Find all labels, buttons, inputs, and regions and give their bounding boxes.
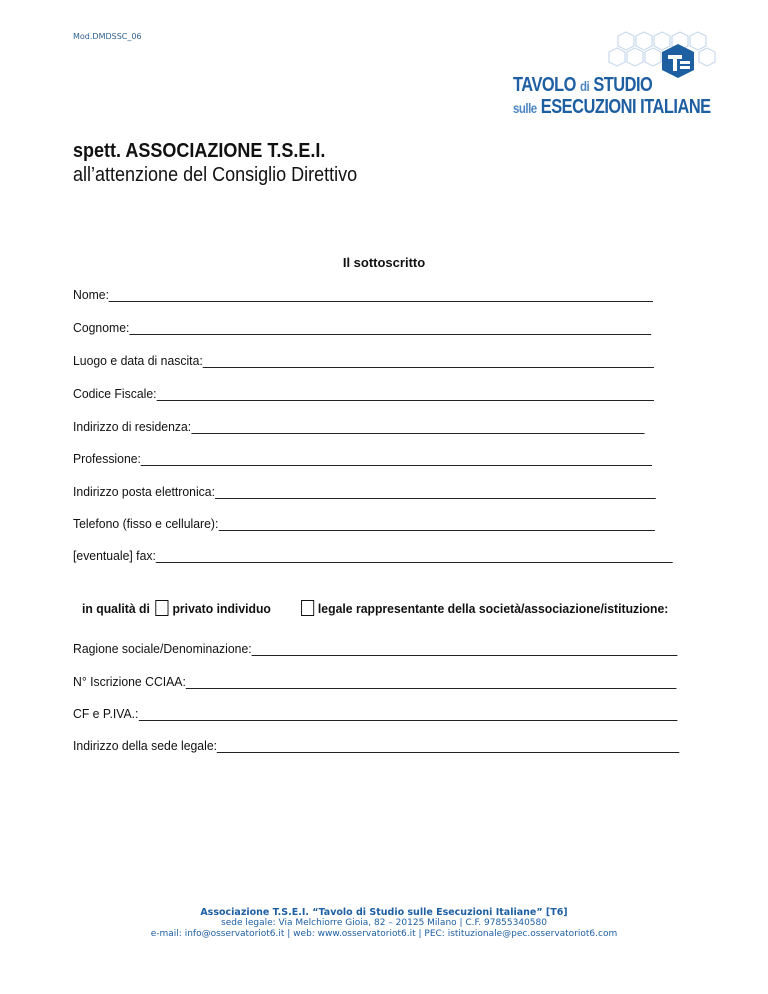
recipient-name: spett. ASSOCIAZIONE T.S.E.I. <box>73 140 326 162</box>
field-label: Cognome: <box>73 320 130 335</box>
field-email[interactable] <box>73 484 656 499</box>
field-label: Indirizzo posta elettronica: <box>73 484 215 499</box>
field-label: Indirizzo della sede legale: <box>73 738 218 753</box>
field-label: Professione: <box>73 451 141 466</box>
field-professione[interactable] <box>73 451 652 466</box>
field-label: Indirizzo di residenza: <box>73 419 192 434</box>
form-code: Mod.DMDSSC_06 <box>73 32 142 41</box>
field-label: Codice Fiscale: <box>73 386 157 401</box>
field-cognome[interactable] <box>73 320 651 335</box>
role-selection <box>82 600 668 616</box>
checkbox-legale-rappresentante[interactable] <box>301 600 314 616</box>
footer-contacts: e-mail: info@osservatoriot6.it | web: www.osservatoriot6.it | PEC: istituzionale@pec.osservatoriot6.com <box>150 929 618 939</box>
field-line[interactable] <box>157 388 654 401</box>
field-line[interactable] <box>109 289 653 302</box>
role-option-privato: privato individuo <box>172 600 271 616</box>
logo-text-line1: TAVOLO di STUDIO <box>513 74 653 96</box>
field-nome[interactable] <box>73 287 653 302</box>
field-sede-legale[interactable] <box>73 738 680 753</box>
field-label: Luogo e data di nascita: <box>73 353 203 368</box>
field-label: CF e P.IVA.: <box>73 706 139 721</box>
field-label: Telefono (fisso e cellulare): <box>73 516 219 531</box>
hexagon-cluster-t6-icon <box>508 30 718 80</box>
footer-address: sede legale: Via Melchiorre Gioia, 82 – 20125 Milano | C.F. 97855340580 <box>221 918 547 928</box>
field-line[interactable] <box>215 486 656 499</box>
field-label: Nome: <box>73 287 109 302</box>
form-heading: Il sottoscritto <box>342 255 426 270</box>
field-indirizzo-residenza[interactable] <box>73 419 644 434</box>
field-fax[interactable] <box>73 548 673 563</box>
field-iscrizione-cciaa[interactable] <box>73 674 677 689</box>
field-line[interactable] <box>141 453 652 466</box>
footer-association: Associazione T.S.E.I. “Tavolo di Studio sulle Esecuzioni Italiane” [T6] <box>200 907 568 918</box>
role-prefix: in qualità di <box>82 600 150 616</box>
field-label: N° Iscrizione CCIAA: <box>73 674 186 689</box>
field-cf-piva[interactable] <box>73 706 677 721</box>
field-line[interactable] <box>156 550 673 563</box>
field-line[interactable] <box>252 643 678 656</box>
logo <box>508 30 718 122</box>
recipient-attention: all’attenzione del Consiglio Direttivo <box>73 164 358 186</box>
checkbox-privato-individuo[interactable] <box>156 600 169 616</box>
field-label: Ragione sociale/Denominazione: <box>73 641 252 656</box>
field-line[interactable] <box>191 421 644 434</box>
field-telefono[interactable] <box>73 516 655 531</box>
field-line[interactable] <box>203 355 654 368</box>
field-ragione-sociale[interactable] <box>73 641 677 656</box>
field-line[interactable] <box>186 676 677 689</box>
logo-text-line2: sulle ESECUZIONI ITALIANE <box>513 96 711 118</box>
recipient-block <box>73 140 389 187</box>
field-line[interactable] <box>129 322 651 335</box>
footer <box>0 907 768 940</box>
field-line[interactable] <box>217 740 679 753</box>
field-label: [eventuale] fax: <box>73 548 156 563</box>
field-luogo-data-nascita[interactable] <box>73 353 654 368</box>
role-option-legale: legale rappresentante della società/associazione/istituzione: <box>317 600 669 616</box>
field-codice-fiscale[interactable] <box>73 386 654 401</box>
field-line[interactable] <box>138 708 677 721</box>
field-line[interactable] <box>218 518 654 531</box>
